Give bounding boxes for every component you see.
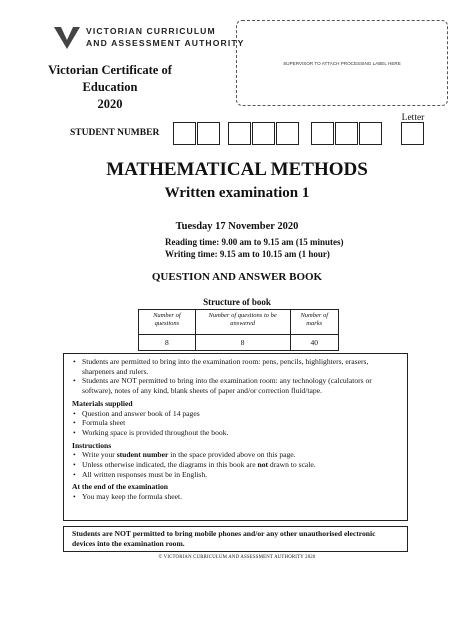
certificate-heading xyxy=(30,62,190,113)
instruction-text: in the space provided above on this page. xyxy=(168,450,296,460)
list-item: • All written responses must be in English. xyxy=(82,470,399,480)
column-header: Number of marks xyxy=(290,310,339,335)
table-cell: 8 xyxy=(195,335,290,351)
processing-label-text: SUPERVISOR TO ATTACH PROCESSING LABEL HERE xyxy=(283,61,401,66)
exam-date: Tuesday 17 November 2020 xyxy=(175,221,299,232)
instructions-heading: Instructions xyxy=(72,440,112,450)
letter-box[interactable] xyxy=(401,122,424,145)
exam-times xyxy=(165,236,344,260)
copyright-notice: © VICTORIAN CURRICULUM AND ASSESSMENT AUTHORITY 2020 xyxy=(158,555,316,560)
instruction-text: Write your xyxy=(82,450,117,460)
exam-title: Written examination 1 xyxy=(164,185,310,201)
devices-warning: Students are NOT permitted to bring mobile phones and/or any other unauthorised electronic devices into the examination room. xyxy=(63,526,408,552)
structure-table xyxy=(138,309,339,351)
student-number-box[interactable] xyxy=(276,122,299,145)
student-number-box[interactable] xyxy=(335,122,358,145)
vcaa-logo-text xyxy=(86,25,245,49)
student-number-box[interactable] xyxy=(228,122,251,145)
student-number-box[interactable] xyxy=(359,122,382,145)
instruction-emphasis: not xyxy=(257,460,269,470)
list-item: • Working space is provided throughout the book. xyxy=(82,428,399,438)
list-item: • Question and answer book of 14 pages xyxy=(82,409,399,419)
structure-heading: Structure of book xyxy=(203,297,271,307)
book-title: QUESTION AND ANSWER BOOK xyxy=(151,271,323,283)
list-item: • Students are permitted to bring into the examination room: pens, pencils, highlighters, erasers, sharpeners and rulers. xyxy=(82,357,399,376)
certificate-name: Victorian Certificate of Education xyxy=(48,63,172,94)
logo-line-2: AND ASSESSMENT AUTHORITY xyxy=(86,38,245,48)
student-number-box[interactable] xyxy=(197,122,220,145)
writing-time-row xyxy=(165,248,344,260)
column-header: Number of questions xyxy=(139,310,196,335)
reading-time-value: 9.00 am to 9.15 am (15 minutes) xyxy=(221,237,344,247)
list-item xyxy=(82,460,399,470)
student-number-label: STUDENT NUMBER xyxy=(70,128,160,138)
letter-label: Letter xyxy=(401,113,425,123)
materials-heading: Materials supplied xyxy=(72,398,133,408)
student-number-box[interactable] xyxy=(252,122,275,145)
instruction-text: drawn to scale. xyxy=(268,460,316,470)
instruction-emphasis: student number xyxy=(116,450,169,460)
end-heading: At the end of the examination xyxy=(72,482,168,492)
table-cell: 40 xyxy=(290,335,339,351)
table-cell: 8 xyxy=(139,335,196,351)
subject-title: MATHEMATICAL METHODS xyxy=(106,159,368,180)
instructions-box xyxy=(63,353,408,521)
reading-time-row xyxy=(165,236,344,248)
reading-time-label: Reading time: xyxy=(165,237,220,247)
list-item xyxy=(82,450,399,460)
logo-line-1: VICTORIAN CURRICULUM xyxy=(86,26,216,36)
list-item: • Students are NOT permitted to bring into the examination room: any technology (calculators or software), notes of any kind, blank sheets of paper and/or correction fluid/tape. xyxy=(82,376,399,395)
student-number-box[interactable] xyxy=(173,122,196,145)
certificate-year: 2020 xyxy=(97,97,123,111)
column-header: Number of questions to be answered xyxy=(195,310,290,335)
writing-time-value: 9.15 am to 10.15 am (1 hour) xyxy=(219,249,330,259)
list-item: • Formula sheet xyxy=(82,418,399,428)
instruction-text: Unless otherwise indicated, the diagrams in this book are xyxy=(82,460,258,470)
vcaa-logo-icon xyxy=(54,24,80,50)
list-item: • You may keep the formula sheet. xyxy=(82,492,399,502)
student-number-box[interactable] xyxy=(311,122,334,145)
writing-time-label: Writing time: xyxy=(165,249,218,259)
